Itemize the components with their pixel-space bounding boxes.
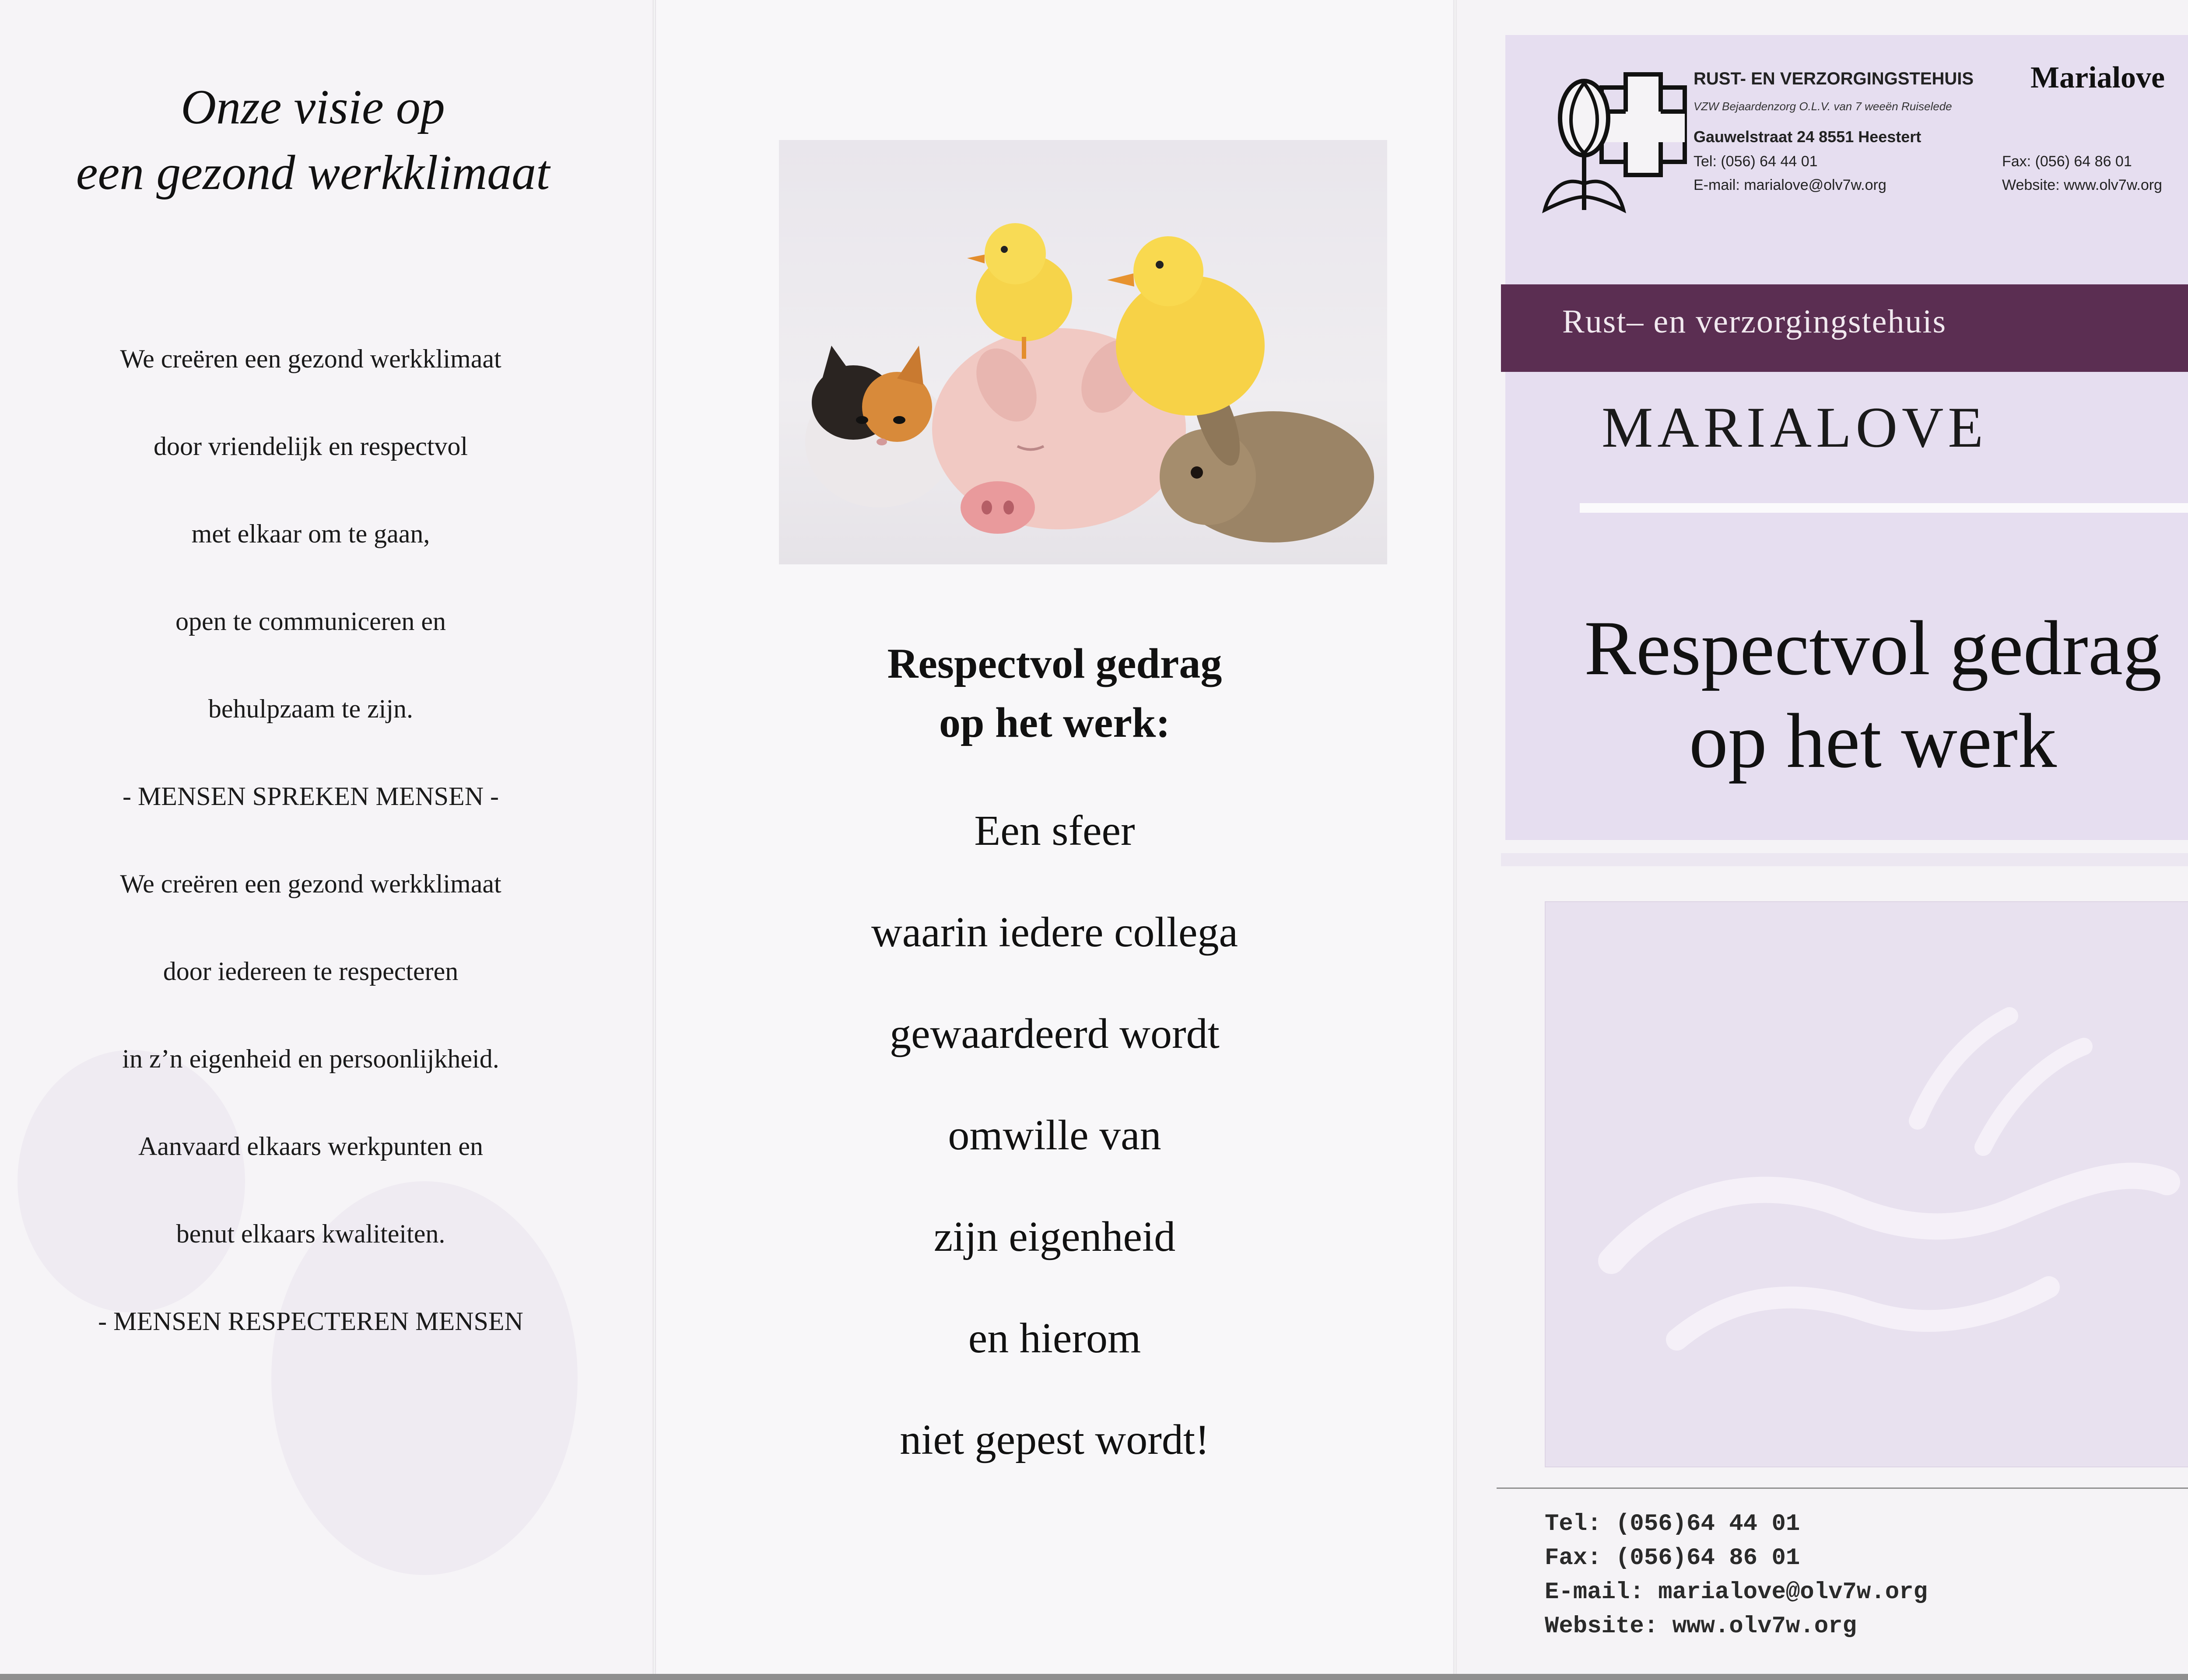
vision-line: met elkaar om te gaan, xyxy=(191,519,430,548)
respect-heading xyxy=(656,634,1453,752)
left-panel xyxy=(0,0,652,1680)
cover-title xyxy=(1492,602,2188,787)
vision-line: in z’n eigenheid en persoonlijkheid. xyxy=(122,1044,499,1073)
footer-rule xyxy=(1497,1488,2188,1489)
respect-heading-line2: op het werk: xyxy=(939,699,1171,746)
vision-line: We creëren een gezond werkklimaat xyxy=(120,869,501,898)
footer-phone: Tel: (056)64 44 01 xyxy=(1545,1511,1800,1537)
vision-title xyxy=(0,74,626,206)
flower-cross-logo-icon xyxy=(1536,70,1694,219)
footer-email: E-mail: marialove@olv7w.org xyxy=(1545,1579,1928,1606)
vision-motto: - MENSEN RESPECTEREN MENSEN xyxy=(98,1307,523,1336)
vision-line: door iedereen te respecteren xyxy=(163,957,459,986)
respect-line: en hierom xyxy=(968,1315,1141,1362)
purple-band xyxy=(1501,284,2188,372)
org-address: Gauwelstraat 24 8551 Heestert xyxy=(1694,128,1922,146)
kitten-figure xyxy=(805,346,954,508)
vision-line: door vriendelijk en respectvol xyxy=(153,432,468,461)
vision-line: behulpzaam te zijn. xyxy=(208,694,414,723)
right-panel xyxy=(1457,0,2188,1680)
brand-name: Marialove xyxy=(2030,61,2165,94)
vision-line: Aanvaard elkaars werkpunten en xyxy=(138,1132,483,1161)
vision-text xyxy=(26,346,595,1396)
animals-photo xyxy=(779,140,1387,564)
cover-title-line1: Respectvol gedrag xyxy=(1584,605,2162,691)
respect-line: gewaardeerd wordt xyxy=(890,1010,1220,1057)
respect-line: waarin iedere collega xyxy=(871,909,1238,956)
respect-line: zijn eigenheid xyxy=(933,1213,1176,1260)
respect-text xyxy=(656,809,1453,1520)
cover-title-line2: op het werk xyxy=(1689,697,2057,784)
middle-panel xyxy=(656,0,1453,1680)
org-name: RUST- EN VERZORGINGSTEHUIS xyxy=(1694,69,1974,88)
white-rule xyxy=(1580,503,2188,513)
band-title: Rust– en verzorgingstehuis xyxy=(1562,303,1947,340)
fold-line xyxy=(653,0,656,1680)
handshake-illustration xyxy=(1546,902,2188,1466)
vision-motto: - MENSEN SPREKEN MENSEN - xyxy=(122,782,499,811)
footer-website: Website: www.olv7w.org xyxy=(1545,1613,1857,1640)
vision-title-line2: een gezond werkklimaat xyxy=(76,146,550,200)
org-fax: Fax: (056) 64 86 01 xyxy=(2002,153,2132,170)
org-subtitle: VZW Bejaardenzorg O.L.V. van 7 weeën Ruiselede xyxy=(1694,100,1952,113)
hands-image xyxy=(1545,901,2188,1467)
vision-title-line1: Onze visie op xyxy=(181,80,445,134)
org-website: Website: www.olv7w.org xyxy=(2002,177,2162,193)
footer-fax: Fax: (056)64 86 01 xyxy=(1545,1545,1800,1572)
respect-heading-line1: Respectvol gedrag xyxy=(887,640,1222,687)
vision-line: open te communiceren en xyxy=(175,607,446,636)
fold-line xyxy=(1454,0,1456,1680)
contact-footer xyxy=(1545,1507,1928,1644)
scan-bottom-edge xyxy=(0,1674,2188,1680)
respect-line: omwille van xyxy=(948,1112,1161,1159)
vision-line: We creëren een gezond werkklimaat xyxy=(120,344,501,373)
marialove-title: MARIALOVE xyxy=(1602,395,1988,459)
org-email: E-mail: marialove@olv7w.org xyxy=(1694,177,1886,193)
respect-line: niet gepest wordt! xyxy=(900,1416,1210,1463)
org-phone: Tel: (056) 64 44 01 xyxy=(1694,153,1818,170)
animals-illustration xyxy=(779,140,1387,564)
respect-line: Een sfeer xyxy=(974,807,1135,854)
vision-line: benut elkaars kwaliteiten. xyxy=(176,1219,445,1248)
section-divider xyxy=(1501,853,2188,866)
